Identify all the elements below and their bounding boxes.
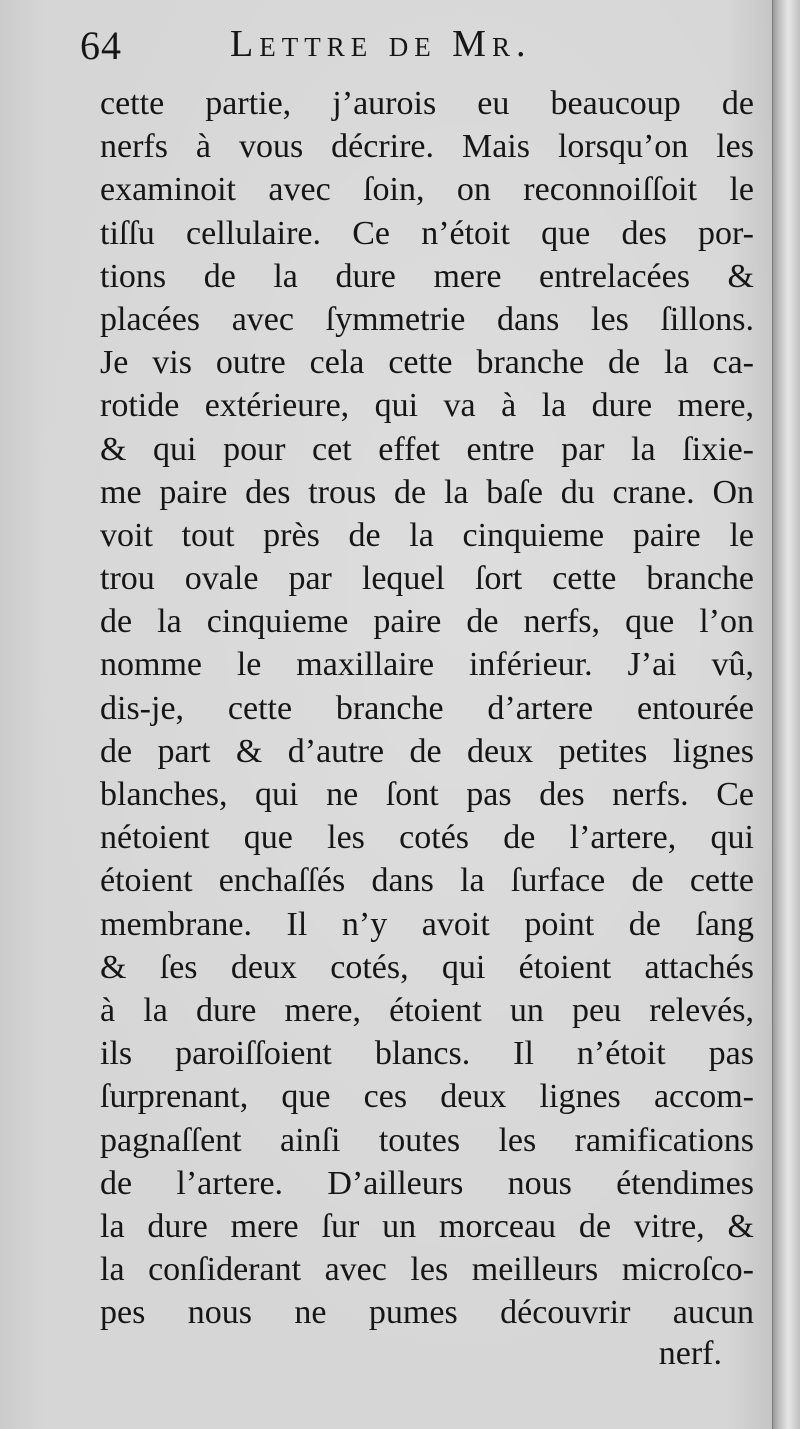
text-line: de la cinquieme paire de nerfs, que l’on [100, 603, 754, 641]
text-line: de part & d’autre de deux petites lignes [100, 732, 754, 770]
text-line: & qui pour cet effet entre par la ſixie- [100, 430, 754, 468]
text-line: dis-je, cette branche d’artere entourée [100, 689, 754, 727]
text-line: la conſiderant avec les meilleurs microſco- [100, 1251, 754, 1289]
text-line: Je vis outre cela cette branche de la ca- [100, 344, 754, 382]
text-line: ils paroiſſoient blancs. Il n’étoit pas [100, 1035, 754, 1073]
text-line: étoient enchaſſés dans la ſurface de cette [100, 862, 754, 900]
text-line: membrane. Il n’y avoit point de ſang [100, 905, 754, 943]
page-number: 64 [80, 23, 122, 68]
text-line: la dure mere ſur un morceau de vitre, & [100, 1207, 754, 1245]
body-text [100, 82, 754, 1334]
text-line: tiſſu cellulaire. Ce n’étoit que des por- [100, 214, 754, 252]
text-line: nomme le maxillaire inférieur. J’ai vû, [100, 646, 754, 684]
text-line: cette partie, j’aurois eu beaucoup de [100, 85, 754, 122]
text-line: pagnaſſent ainſi toutes les ramifications [100, 1121, 754, 1159]
text-line: me paire des trous de la baſe du crane. On [100, 473, 754, 511]
text-line: placées avec ſymmetrie dans les ſillons. [100, 300, 754, 338]
text-line: voit tout près de la cinquieme paire le [100, 516, 754, 554]
page-header [80, 22, 680, 82]
text-line: & ſes deux cotés, qui étoient attachés [100, 948, 754, 986]
running-title: Lettre de Mr. [230, 23, 532, 65]
text-line: blanches, qui ne ſont pas des nerfs. Ce [100, 776, 754, 813]
text-line: examinoit avec ſoin, on reconnoiſſoit le [100, 171, 754, 209]
text-line: trou ovale par lequel ſort cette branche [100, 560, 754, 598]
text-line: rotide extérieure, qui va à la dure mere, [100, 387, 754, 425]
text-line: nétoient que les cotés de l’artere, qui [100, 819, 754, 857]
text-line: ſurprenant, que ces deux lignes accom- [100, 1078, 754, 1116]
text-line: nerfs à vous décrire. Mais lorsqu’on les [100, 128, 754, 166]
text-line: tions de la dure mere entrelacées & [100, 257, 754, 295]
text-line: à la dure mere, étoient un peu relevés, [100, 991, 754, 1029]
text-line: pes nous ne pumes découvrir aucun [100, 1294, 754, 1332]
catchword: nerf. [658, 1335, 722, 1372]
book-gutter [772, 0, 800, 1429]
text-line: de l’artere. D’ailleurs nous étendimes [100, 1164, 754, 1202]
